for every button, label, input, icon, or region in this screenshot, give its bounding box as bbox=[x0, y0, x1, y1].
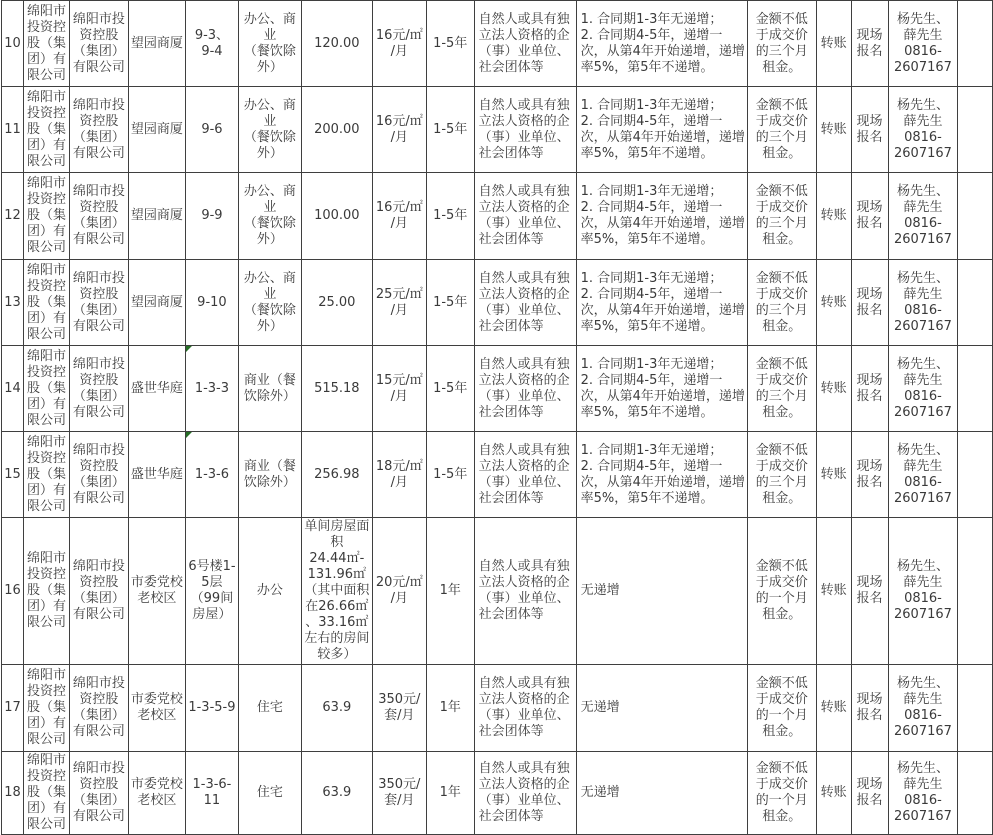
cell-text: 16元/㎡ /月 bbox=[375, 113, 423, 145]
cell-text: 绵阳市 投资控 股（集 团）有 限公司 bbox=[26, 551, 66, 630]
cell-row-no[interactable] bbox=[2, 432, 24, 518]
cell-row-no[interactable] bbox=[2, 260, 24, 346]
table-row bbox=[2, 173, 993, 260]
cell-text: 市委党校 老校区 bbox=[130, 692, 183, 723]
cell-owner-group[interactable] bbox=[23, 518, 69, 665]
cell-text: 住宅 bbox=[256, 700, 283, 715]
cell-qualification[interactable] bbox=[474, 173, 576, 260]
cell-owner-company[interactable] bbox=[69, 752, 128, 835]
cell-area[interactable] bbox=[301, 518, 372, 665]
cell-text: 1年 bbox=[439, 583, 461, 598]
cell-deposit[interactable] bbox=[747, 173, 816, 260]
cell-text: 金额不低 于成交价 的一个月 租金。 bbox=[755, 559, 808, 622]
cell-text: 18 bbox=[4, 785, 21, 800]
cell-registration[interactable] bbox=[851, 346, 888, 432]
cell-text: 63.9 bbox=[322, 785, 352, 800]
cell-text: 1-5年 bbox=[433, 121, 468, 137]
cell-increment-terms[interactable] bbox=[576, 260, 747, 346]
cell-area[interactable] bbox=[301, 665, 372, 752]
cell-text: 自然人或具有独 立法人资格的企 （事）业单位、 社会团体等 bbox=[478, 97, 570, 161]
cell-payment-method[interactable] bbox=[816, 432, 851, 518]
cell-text: 11 bbox=[4, 121, 21, 137]
cell-text: 金额不低 于成交价 的三个月 租金。 bbox=[755, 442, 808, 506]
cell-deposit[interactable] bbox=[747, 518, 816, 665]
cell-unit-no[interactable] bbox=[185, 518, 238, 665]
cell-registration[interactable] bbox=[851, 260, 888, 346]
cell-text: 转账 bbox=[820, 583, 847, 598]
cell-text: 16元/㎡ /月 bbox=[375, 27, 423, 59]
cell-blank[interactable] bbox=[958, 665, 993, 752]
cell-unit-no[interactable] bbox=[185, 432, 238, 518]
table-row bbox=[2, 87, 993, 173]
cell-rent-price[interactable] bbox=[372, 518, 426, 665]
cell-increment-terms[interactable] bbox=[576, 346, 747, 432]
cell-deposit[interactable] bbox=[747, 432, 816, 518]
cell-text: 1-5年 bbox=[433, 380, 468, 396]
cell-text: 转账 bbox=[820, 785, 847, 800]
cell-registration[interactable] bbox=[851, 518, 888, 665]
cell-qualification[interactable] bbox=[474, 87, 576, 173]
cell-rent-price[interactable] bbox=[372, 432, 426, 518]
cell-text: 绵阳市 投资控 股（集 团）有 限公司 bbox=[26, 89, 66, 169]
cell-property-name[interactable] bbox=[128, 432, 185, 518]
cell-text: 现场 报名 bbox=[856, 27, 883, 59]
cell-text: 绵阳市投 资控股 （集团） 有限公司 bbox=[72, 356, 125, 420]
cell-qualification[interactable] bbox=[474, 432, 576, 518]
cell-unit-no[interactable] bbox=[185, 1, 238, 87]
cell-text: 18元/㎡ /月 bbox=[375, 458, 423, 490]
cell-text: 绵阳市投 资控股 （集团） 有限公司 bbox=[72, 184, 125, 247]
cell-payment-method[interactable] bbox=[816, 173, 851, 260]
cell-text: 办公 bbox=[256, 583, 283, 598]
cell-owner-company[interactable] bbox=[69, 87, 128, 173]
cell-unit-no[interactable] bbox=[185, 346, 238, 432]
cell-text: 17 bbox=[4, 700, 21, 715]
cell-text: 望园商厦 bbox=[130, 121, 183, 137]
cell-row-no[interactable] bbox=[2, 87, 24, 173]
cell-row-no[interactable] bbox=[2, 173, 24, 260]
cell-text: 自然人或具有独 立法人资格的企 （事）业单位、 社会团体等 bbox=[478, 559, 570, 622]
cell-usage[interactable] bbox=[238, 665, 301, 752]
cell-text: 25元/㎡ /月 bbox=[375, 286, 423, 318]
cell-contact[interactable] bbox=[888, 87, 958, 173]
cell-text: 自然人或具有独 立法人资格的企 （事）业单位、 社会团体等 bbox=[478, 184, 570, 247]
table-row bbox=[2, 260, 993, 346]
cell-property-name[interactable] bbox=[128, 518, 185, 665]
cell-text: 商业（餐 饮除外） bbox=[243, 372, 296, 404]
cell-text: 转账 bbox=[820, 466, 847, 482]
cell-payment-method[interactable] bbox=[816, 346, 851, 432]
cell-text: 杨先生、 薛先生 0816- 2607167 bbox=[894, 559, 952, 622]
cell-text: 绵阳市投 资控股 （集团） 有限公司 bbox=[72, 559, 125, 622]
cell-owner-group[interactable] bbox=[23, 432, 69, 518]
cell-blank[interactable] bbox=[958, 752, 993, 835]
cell-blank[interactable] bbox=[958, 432, 993, 518]
cell-text: 绵阳市投 资控股 （集团） 有限公司 bbox=[72, 676, 125, 739]
cell-registration[interactable] bbox=[851, 752, 888, 835]
cell-text: 现场 报名 bbox=[856, 113, 883, 145]
cell-text: 金额不低 于成交价 的三个月 租金。 bbox=[755, 184, 808, 247]
cell-text: 1. 合同期1-3年无递增； 2. 合同期4-5年，递增一 次，从第4年开始递增，递增 率5%，第5年不递增。 bbox=[580, 442, 745, 506]
table-row bbox=[2, 752, 993, 835]
cell-qualification[interactable] bbox=[474, 665, 576, 752]
cell-text: 望园商厦 bbox=[130, 208, 183, 223]
cell-text: 无递增 bbox=[580, 785, 620, 800]
cell-text: 自然人或具有独 立法人资格的企 （事）业单位、 社会团体等 bbox=[478, 270, 570, 334]
cell-deposit[interactable] bbox=[747, 752, 816, 835]
cell-contact[interactable] bbox=[888, 752, 958, 835]
cell-increment-terms[interactable] bbox=[576, 665, 747, 752]
cell-text: 金额不低 于成交价 的一个月 租金。 bbox=[755, 761, 808, 824]
cell-owner-group[interactable] bbox=[23, 1, 69, 87]
cell-text: 现场 报名 bbox=[856, 372, 883, 404]
cell-unit-no[interactable] bbox=[185, 260, 238, 346]
cell-blank[interactable] bbox=[958, 346, 993, 432]
cell-text: 金额不低 于成交价 的一个月 租金。 bbox=[755, 676, 808, 739]
cell-registration[interactable] bbox=[851, 1, 888, 87]
cell-lease-term[interactable] bbox=[426, 87, 474, 173]
cell-increment-terms[interactable] bbox=[576, 752, 747, 835]
cell-increment-terms[interactable] bbox=[576, 1, 747, 87]
cell-increment-terms[interactable] bbox=[576, 173, 747, 260]
cell-blank[interactable] bbox=[958, 173, 993, 260]
cell-text: 绵阳市 投资控 股（集 团）有 限公司 bbox=[26, 434, 66, 514]
cell-text: 金额不低 于成交价 的三个月 租金。 bbox=[755, 97, 808, 161]
cell-text: 现场 报名 bbox=[856, 575, 883, 606]
cell-text: 16 bbox=[4, 583, 21, 598]
cell-usage[interactable] bbox=[238, 173, 301, 260]
cell-text: 15元/㎡ /月 bbox=[375, 372, 423, 404]
cell-text: 现场 报名 bbox=[856, 200, 883, 231]
cell-text: 63.9 bbox=[322, 700, 352, 715]
cell-text: 9-6 bbox=[201, 121, 223, 137]
cell-text: 办公、商 业 （餐饮除 外） bbox=[243, 270, 296, 334]
cell-text: 办公、商 业 （餐饮除 外） bbox=[243, 11, 296, 75]
cell-unit-no[interactable] bbox=[185, 665, 238, 752]
cell-property-name[interactable] bbox=[128, 665, 185, 752]
cell-text: 1. 合同期1-3年无递增； 2. 合同期4-5年，递增一 次，从第4年开始递增，递增 率5%，第5年不递增。 bbox=[580, 270, 745, 334]
cell-payment-method[interactable] bbox=[816, 665, 851, 752]
cell-text: 绵阳市 投资控 股（集 团）有 限公司 bbox=[26, 348, 66, 428]
cell-owner-company[interactable] bbox=[69, 1, 128, 87]
cell-lease-term[interactable] bbox=[426, 173, 474, 260]
cell-payment-method[interactable] bbox=[816, 87, 851, 173]
table-body bbox=[2, 1, 993, 835]
cell-text: 杨先生、 薛先生 0816- 2607167 bbox=[894, 97, 952, 161]
cell-text: 1年 bbox=[439, 785, 461, 800]
cell-text: 转账 bbox=[820, 121, 847, 137]
cell-area[interactable] bbox=[301, 752, 372, 835]
cell-property-name[interactable] bbox=[128, 1, 185, 87]
cell-lease-term[interactable] bbox=[426, 432, 474, 518]
cell-owner-group[interactable] bbox=[23, 173, 69, 260]
cell-text: 350元/ 套/月 bbox=[378, 692, 421, 723]
cell-text: 9-10 bbox=[197, 294, 227, 310]
cell-text: 自然人或具有独 立法人资格的企 （事）业单位、 社会团体等 bbox=[478, 676, 570, 739]
cell-deposit[interactable] bbox=[747, 346, 816, 432]
cell-text: 望园商厦 bbox=[130, 35, 183, 51]
cell-text: 1-3-6 bbox=[194, 466, 230, 482]
cell-text: 望园商厦 bbox=[130, 294, 183, 310]
cell-text: 14 bbox=[4, 380, 21, 396]
cell-owner-group[interactable] bbox=[23, 87, 69, 173]
cell-payment-method[interactable] bbox=[816, 752, 851, 835]
table-row bbox=[2, 665, 993, 752]
cell-text: 绵阳市 投资控 股（集 团）有 限公司 bbox=[26, 668, 66, 747]
cell-text: 绵阳市 投资控 股（集 团）有 限公司 bbox=[26, 3, 66, 83]
cell-blank[interactable] bbox=[958, 1, 993, 87]
cell-qualification[interactable] bbox=[474, 260, 576, 346]
cell-contact[interactable] bbox=[888, 665, 958, 752]
cell-text: 绵阳市投 资控股 （集团） 有限公司 bbox=[72, 11, 125, 75]
cell-text: 自然人或具有独 立法人资格的企 （事）业单位、 社会团体等 bbox=[478, 442, 570, 506]
cell-text: 350元/ 套/月 bbox=[378, 777, 421, 808]
cell-text: 1-3-5-9 bbox=[188, 700, 236, 715]
cell-owner-company[interactable] bbox=[69, 432, 128, 518]
cell-text: 无递增 bbox=[580, 583, 620, 598]
cell-contact[interactable] bbox=[888, 432, 958, 518]
cell-owner-group[interactable] bbox=[23, 752, 69, 835]
cell-unit-no[interactable] bbox=[185, 173, 238, 260]
cell-usage[interactable] bbox=[238, 346, 301, 432]
cell-text: 515.18 bbox=[314, 380, 360, 396]
cell-lease-term[interactable] bbox=[426, 752, 474, 835]
cell-text: 杨先生、 薛先生 0816- 2607167 bbox=[894, 761, 952, 824]
cell-rent-price[interactable] bbox=[372, 665, 426, 752]
cell-row-no[interactable] bbox=[2, 1, 24, 87]
cell-property-name[interactable] bbox=[128, 346, 185, 432]
cell-lease-term[interactable] bbox=[426, 518, 474, 665]
cell-text: 转账 bbox=[820, 294, 847, 310]
cell-text: 杨先生、 薛先生 0816- 2607167 bbox=[894, 676, 952, 739]
cell-text: 120.00 bbox=[314, 35, 360, 51]
cell-text: 盛世华庭 bbox=[130, 380, 183, 396]
cell-qualification[interactable] bbox=[474, 752, 576, 835]
cell-contact[interactable] bbox=[888, 346, 958, 432]
cell-owner-company[interactable] bbox=[69, 665, 128, 752]
cell-text: 1-3-3 bbox=[194, 380, 230, 396]
cell-rent-price[interactable] bbox=[372, 260, 426, 346]
cell-text: 1年 bbox=[439, 700, 461, 715]
cell-owner-company[interactable] bbox=[69, 173, 128, 260]
cell-area[interactable] bbox=[301, 346, 372, 432]
cell-owner-company[interactable] bbox=[69, 518, 128, 665]
cell-qualification[interactable] bbox=[474, 518, 576, 665]
cell-text: 自然人或具有独 立法人资格的企 （事）业单位、 社会团体等 bbox=[478, 761, 570, 824]
cell-text: 杨先生、 薛先生 0816- 2607167 bbox=[894, 442, 952, 506]
cell-text: 自然人或具有独 立法人资格的企 （事）业单位、 社会团体等 bbox=[478, 356, 570, 420]
cell-usage[interactable] bbox=[238, 432, 301, 518]
cell-property-name[interactable] bbox=[128, 260, 185, 346]
cell-text: 单间房屋面 积 24.44㎡- 131.96㎡ （其中面积 在26.66㎡ 、33.16㎡ 左右的房间 较多） bbox=[304, 519, 370, 662]
comment-triangle-icon bbox=[186, 432, 192, 438]
cell-text: 100.00 bbox=[314, 208, 360, 223]
cell-text: 转账 bbox=[820, 208, 847, 223]
cell-deposit[interactable] bbox=[747, 87, 816, 173]
cell-text: 9-9 bbox=[201, 208, 223, 223]
cell-registration[interactable] bbox=[851, 87, 888, 173]
cell-text: 绵阳市 投资控 股（集 团）有 限公司 bbox=[26, 753, 66, 832]
cell-area[interactable] bbox=[301, 260, 372, 346]
table-row bbox=[2, 432, 993, 518]
cell-usage[interactable] bbox=[238, 1, 301, 87]
cell-payment-method[interactable] bbox=[816, 260, 851, 346]
cell-area[interactable] bbox=[301, 1, 372, 87]
cell-text: 金额不低 于成交价 的三个月 租金。 bbox=[755, 11, 808, 75]
cell-rent-price[interactable] bbox=[372, 346, 426, 432]
cell-row-no[interactable] bbox=[2, 346, 24, 432]
rental-listings-table bbox=[1, 0, 993, 835]
cell-text: 1. 合同期1-3年无递增； 2. 合同期4-5年，递增一 次，从第4年开始递增，递增 率5%，第5年不递增。 bbox=[580, 184, 745, 247]
cell-text: 绵阳市 投资控 股（集 团）有 限公司 bbox=[26, 176, 66, 255]
cell-rent-price[interactable] bbox=[372, 1, 426, 87]
cell-text: 1-5年 bbox=[433, 466, 468, 482]
cell-contact[interactable] bbox=[888, 518, 958, 665]
cell-text: 16元/㎡ /月 bbox=[375, 200, 423, 231]
cell-increment-terms[interactable] bbox=[576, 87, 747, 173]
cell-text: 住宅 bbox=[256, 785, 283, 800]
cell-owner-group[interactable] bbox=[23, 665, 69, 752]
cell-payment-method[interactable] bbox=[816, 1, 851, 87]
cell-blank[interactable] bbox=[958, 87, 993, 173]
cell-increment-terms[interactable] bbox=[576, 432, 747, 518]
cell-text: 无递增 bbox=[580, 700, 620, 715]
cell-unit-no[interactable] bbox=[185, 752, 238, 835]
cell-text: 盛世华庭 bbox=[130, 466, 183, 482]
cell-usage[interactable] bbox=[238, 260, 301, 346]
cell-payment-method[interactable] bbox=[816, 518, 851, 665]
cell-property-name[interactable] bbox=[128, 173, 185, 260]
cell-deposit[interactable] bbox=[747, 260, 816, 346]
cell-text: 自然人或具有独 立法人资格的企 （事）业单位、 社会团体等 bbox=[478, 11, 570, 75]
cell-text: 市委党校 老校区 bbox=[130, 777, 183, 808]
cell-owner-group[interactable] bbox=[23, 260, 69, 346]
cell-contact[interactable] bbox=[888, 1, 958, 87]
cell-text: 绵阳市 投资控 股（集 团）有 限公司 bbox=[26, 262, 66, 342]
cell-rent-price[interactable] bbox=[372, 87, 426, 173]
cell-text: 15 bbox=[4, 466, 21, 482]
cell-text: 绵阳市投 资控股 （集团） 有限公司 bbox=[72, 270, 125, 334]
cell-text: 1. 合同期1-3年无递增； 2. 合同期4-5年，递增一 次，从第4年开始递增，递增 率5%，第5年不递增。 bbox=[580, 11, 745, 75]
cell-lease-term[interactable] bbox=[426, 665, 474, 752]
cell-registration[interactable] bbox=[851, 665, 888, 752]
cell-text: 金额不低 于成交价 的三个月 租金。 bbox=[755, 270, 808, 334]
cell-text: 200.00 bbox=[314, 121, 360, 137]
cell-deposit[interactable] bbox=[747, 1, 816, 87]
cell-lease-term[interactable] bbox=[426, 1, 474, 87]
cell-registration[interactable] bbox=[851, 432, 888, 518]
cell-unit-no[interactable] bbox=[185, 87, 238, 173]
cell-area[interactable] bbox=[301, 87, 372, 173]
cell-property-name[interactable] bbox=[128, 87, 185, 173]
cell-text: 杨先生、 薛先生 0816- 2607167 bbox=[894, 356, 952, 420]
cell-text: 1-3-6- 11 bbox=[192, 777, 232, 808]
cell-text: 绵阳市投 资控股 （集团） 有限公司 bbox=[72, 442, 125, 506]
comment-triangle-icon bbox=[186, 346, 192, 352]
cell-text: 现场 报名 bbox=[856, 777, 883, 808]
cell-text: 办公、商 业 （餐饮除 外） bbox=[243, 97, 296, 161]
cell-text: 转账 bbox=[820, 380, 847, 396]
cell-owner-company[interactable] bbox=[69, 260, 128, 346]
cell-text: 12 bbox=[4, 208, 21, 223]
cell-property-name[interactable] bbox=[128, 752, 185, 835]
cell-text: 256.98 bbox=[314, 466, 360, 482]
cell-text: 13 bbox=[4, 294, 21, 310]
cell-contact[interactable] bbox=[888, 173, 958, 260]
cell-increment-terms[interactable] bbox=[576, 518, 747, 665]
cell-row-no[interactable] bbox=[2, 752, 24, 835]
cell-text: 杨先生、 薛先生 0816- 2607167 bbox=[894, 270, 952, 334]
cell-row-no[interactable] bbox=[2, 518, 24, 665]
cell-qualification[interactable] bbox=[474, 346, 576, 432]
cell-text: 6号楼1- 5层 （99间 房屋） bbox=[188, 559, 236, 622]
table-row bbox=[2, 346, 993, 432]
cell-text: 杨先生、 薛先生 0816- 2607167 bbox=[894, 184, 952, 247]
cell-text: 1. 合同期1-3年无递增； 2. 合同期4-5年，递增一 次，从第4年开始递增，递增 率5%，第5年不递增。 bbox=[580, 97, 745, 161]
cell-text: 1. 合同期1-3年无递增； 2. 合同期4-5年，递增一 次，从第4年开始递增，递增 率5%，第5年不递增。 bbox=[580, 356, 745, 420]
cell-owner-company[interactable] bbox=[69, 346, 128, 432]
cell-text: 绵阳市投 资控股 （集团） 有限公司 bbox=[72, 97, 125, 161]
cell-text: 1-5年 bbox=[433, 35, 468, 51]
cell-text: 现场 报名 bbox=[856, 458, 883, 490]
cell-text: 1-5年 bbox=[433, 294, 468, 310]
cell-owner-group[interactable] bbox=[23, 346, 69, 432]
cell-lease-term[interactable] bbox=[426, 346, 474, 432]
table-row bbox=[2, 518, 993, 665]
cell-area[interactable] bbox=[301, 432, 372, 518]
cell-blank[interactable] bbox=[958, 518, 993, 665]
cell-usage[interactable] bbox=[238, 752, 301, 835]
cell-row-no[interactable] bbox=[2, 665, 24, 752]
cell-text: 市委党校 老校区 bbox=[130, 575, 183, 606]
cell-area[interactable] bbox=[301, 173, 372, 260]
cell-text: 1-5年 bbox=[433, 208, 468, 223]
cell-rent-price[interactable] bbox=[372, 752, 426, 835]
cell-text: 9-3、 9-4 bbox=[194, 27, 230, 59]
cell-text: 10 bbox=[4, 35, 21, 51]
cell-qualification[interactable] bbox=[474, 1, 576, 87]
cell-text: 现场 报名 bbox=[856, 692, 883, 723]
cell-contact[interactable] bbox=[888, 260, 958, 346]
cell-usage[interactable] bbox=[238, 518, 301, 665]
cell-registration[interactable] bbox=[851, 173, 888, 260]
cell-text: 现场 报名 bbox=[856, 286, 883, 318]
cell-blank[interactable] bbox=[958, 260, 993, 346]
cell-text: 办公、商 业 （餐饮除 外） bbox=[243, 184, 296, 247]
table-row bbox=[2, 1, 993, 87]
cell-text: 20元/㎡ /月 bbox=[375, 575, 423, 606]
cell-text: 转账 bbox=[820, 700, 847, 715]
cell-text: 绵阳市投 资控股 （集团） 有限公司 bbox=[72, 761, 125, 824]
cell-text: 杨先生、 薛先生 0816- 2607167 bbox=[894, 11, 952, 75]
cell-usage[interactable] bbox=[238, 87, 301, 173]
cell-text: 25.00 bbox=[318, 294, 356, 310]
cell-rent-price[interactable] bbox=[372, 173, 426, 260]
cell-text: 转账 bbox=[820, 35, 847, 51]
cell-text: 金额不低 于成交价 的三个月 租金。 bbox=[755, 356, 808, 420]
cell-lease-term[interactable] bbox=[426, 260, 474, 346]
cell-deposit[interactable] bbox=[747, 665, 816, 752]
cell-text: 商业（餐 饮除外） bbox=[243, 458, 296, 490]
